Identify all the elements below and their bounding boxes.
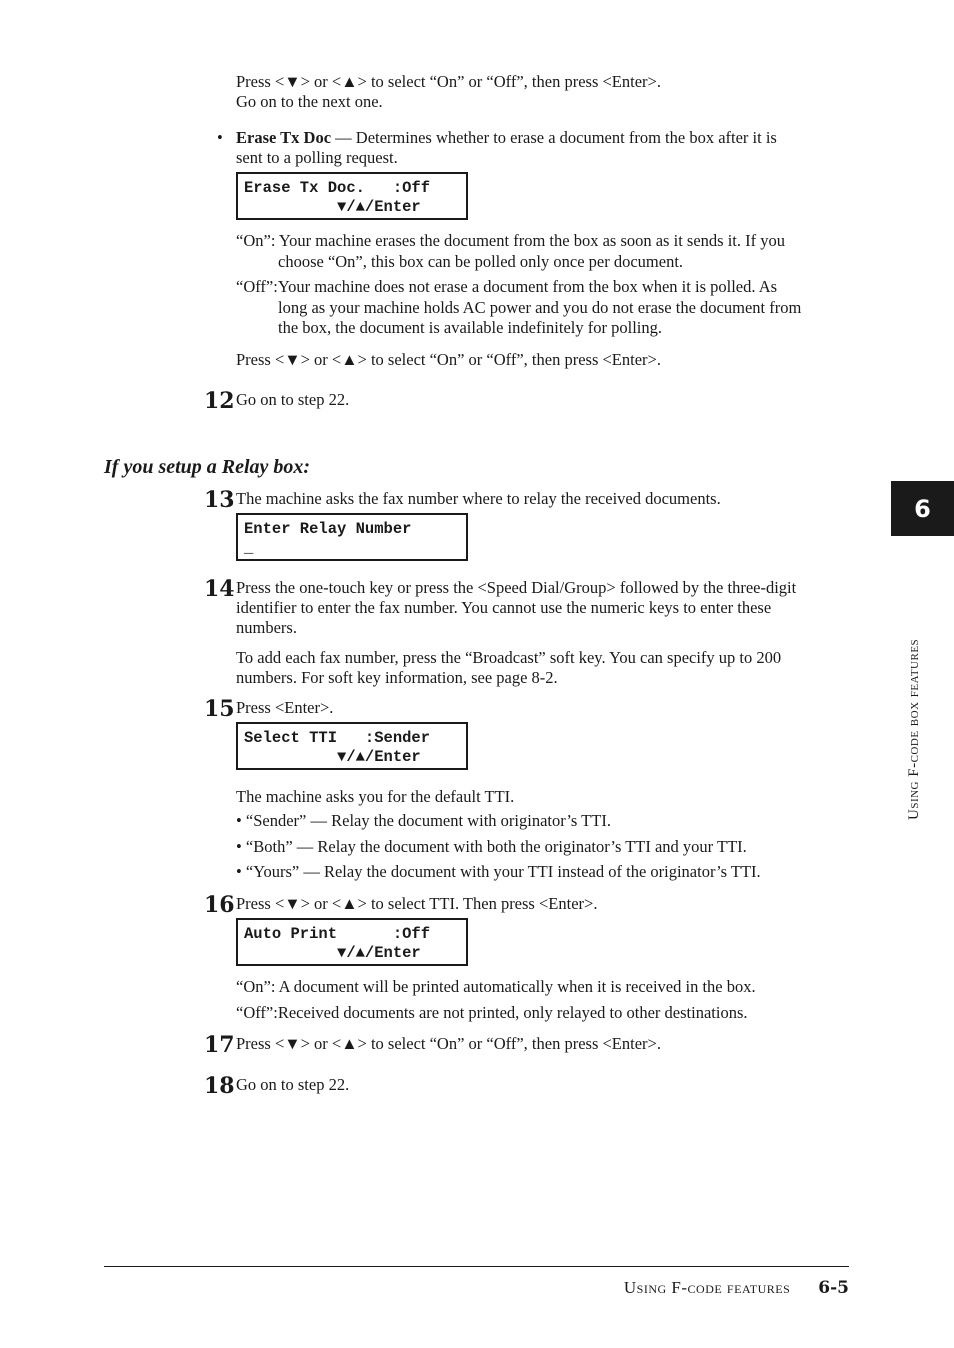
step-12-text: Go on to step 22. [236,390,350,409]
footer-section-title: Using F-code features [623,1278,791,1297]
step-14-line-2: identifier to enter the fax number. You cannot use the numeric keys to enter these [236,598,772,617]
lcd-line-2: ▼/▲/Enter [244,198,421,216]
step-16-off: “Off”:Received documents are not printed, only relayed to other destinations. [236,1003,748,1022]
erase-bullet: • [217,128,223,147]
step-number-17: 17 [204,1032,235,1058]
lcd-enter-relay-number [236,513,468,561]
lcd-cursor: _ [244,539,254,557]
erase-desc-2: sent to a polling request. [236,148,398,167]
erase-term: Erase Tx Doc [236,128,332,147]
lcd-select-tti [236,722,468,770]
step-15-text: Press <Enter>. [236,698,334,717]
lcd-line-2: ▼/▲/Enter [244,944,421,962]
step-14-para2-line-1: To add each fax number, press the “Broadcast” soft key. You can specify up to 200 [236,648,782,667]
step-14-line-1: Press the one-touch key or press the <Speed Dial/Group> followed by the three-digit [236,578,797,597]
relay-box-heading: If you setup a Relay box: [104,456,311,478]
erase-description [236,128,777,148]
lcd-auto-print [236,918,468,966]
lcd-line-1: Auto Print :Off [244,925,431,943]
lcd-line-1: Enter Relay Number [244,520,412,538]
step-number-13: 13 [204,487,235,513]
step-number-15: 15 [204,696,235,722]
step-17-text: Press <▼> or <▲> to select “On” or “Off”, then press <Enter>. [236,1034,661,1053]
step-16-on: “On”: A document will be printed automatically when it is received in the box. [236,977,756,996]
intro-next-line: Go on to the next one. [236,92,383,111]
step-14-line-3: numbers. [236,618,297,637]
erase-off-3: the box, the document is available indefinitely for polling. [278,318,662,337]
erase-press: Press <▼> or <▲> to select “On” or “Off”, then press <Enter>. [236,350,661,369]
step-number-18: 18 [204,1073,235,1099]
side-chapter-title: Using F-code box features [906,638,922,820]
step-18-text: Go on to step 22. [236,1075,350,1094]
erase-on-2: choose “On”, this box can be polled only once per document. [278,252,684,271]
erase-desc-1: — Determines whether to erase a document from the box after it is [331,128,777,147]
erase-off-1: “Off”:Your machine does not erase a document from the box when it is polled. As [236,277,778,296]
lcd-erase-tx-doc [236,172,468,220]
step-13-text: The machine asks the fax number where to relay the received documents. [236,489,721,508]
erase-off-2: long as your machine holds AC power and you do not erase the document from [278,298,802,317]
lcd-line-1: Select TTI :Sender [244,729,431,747]
intro-press-line: Press <▼> or <▲> to select “On” or “Off”, then press <Enter>. [236,72,661,91]
step-16-text: Press <▼> or <▲> to select TTI. Then press <Enter>. [236,894,598,913]
step-number-12: 12 [204,388,235,414]
tti-option-both: • “Both” — Relay the document with both the originator’s TTI and your TTI. [236,837,747,856]
step-14-para2-line-2: numbers. For soft key information, see page 8-2. [236,668,558,687]
chapter-tab: 6 [891,481,954,536]
footer-rule [104,1266,849,1267]
lcd-line-2: ▼/▲/Enter [244,748,421,766]
page-number: 6-5 [818,1278,849,1298]
step-number-16: 16 [204,892,235,918]
lcd-line-1: Erase Tx Doc. :Off [244,179,431,197]
step-number-14: 14 [204,576,235,602]
erase-on-1: “On”: Your machine erases the document from the box as soon as it sends it. If you [236,231,785,250]
step-15-intro: The machine asks you for the default TTI. [236,787,515,806]
page-footer [624,1278,849,1298]
tti-option-yours: • “Yours” — Relay the document with your TTI instead of the originator’s TTI. [236,862,761,881]
tti-option-sender: • “Sender” — Relay the document with originator’s TTI. [236,811,611,830]
